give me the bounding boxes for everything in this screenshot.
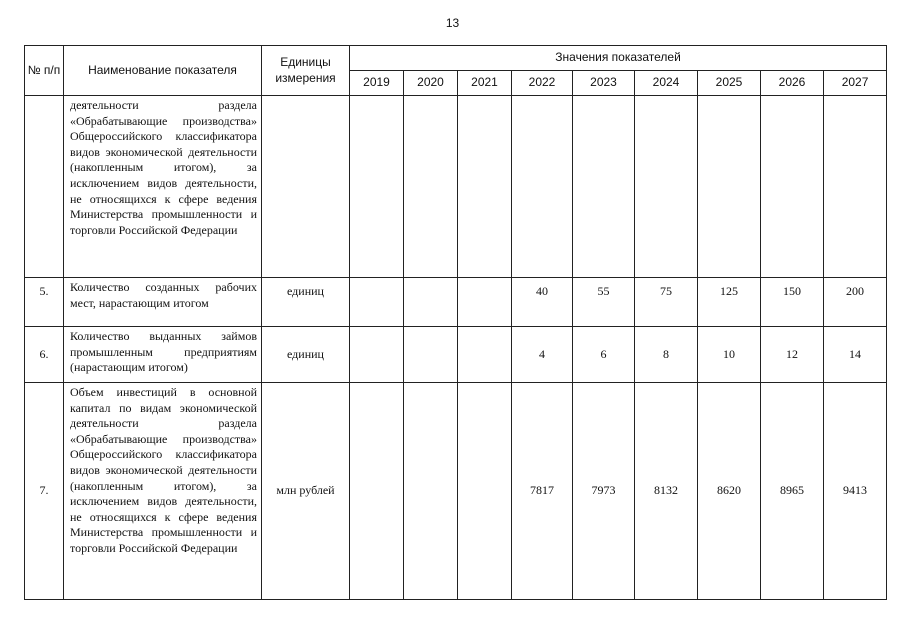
row-name: Объем инвестиций в основной капитал по видам экономической деятельности раздела «Обрабатывающие производства» Общероссийского классификатора видов экономической деятельности (накопленным итогом), за исключением видов деятельности, не относящихся к сфере ведения Министерства промышленности и торговли Российской Федерации	[64, 383, 262, 600]
indicators-table	[24, 45, 887, 600]
row-value	[404, 96, 458, 278]
row-value: 6	[573, 327, 635, 383]
row-value: 75	[635, 278, 698, 327]
row-value	[404, 383, 458, 600]
row-value: 8	[635, 327, 698, 383]
row-value	[698, 96, 761, 278]
row-value	[350, 383, 404, 600]
row-num: 6.	[25, 327, 64, 383]
table-row	[25, 327, 887, 383]
row-value	[512, 96, 573, 278]
table-row	[25, 383, 887, 600]
row-value: 7817	[512, 383, 573, 600]
row-unit: млн рублей	[262, 383, 350, 600]
row-value: 55	[573, 278, 635, 327]
row-value	[350, 327, 404, 383]
row-value: 8965	[761, 383, 824, 600]
row-name: Количество созданных рабочих мест, нарастающим итогом	[64, 278, 262, 327]
row-value	[458, 278, 512, 327]
header-unit: Единицы измерения	[262, 46, 350, 96]
row-value	[824, 96, 887, 278]
row-num: 5.	[25, 278, 64, 327]
header-year: 2024	[635, 71, 698, 96]
row-value: 12	[761, 327, 824, 383]
row-value	[350, 96, 404, 278]
row-value	[458, 96, 512, 278]
row-name: Количество выданных займов промышленным предприятиям (нарастающим итогом)	[64, 327, 262, 383]
row-value	[761, 96, 824, 278]
row-value: 200	[824, 278, 887, 327]
header-name: Наименование показателя	[64, 46, 262, 96]
row-value: 7973	[573, 383, 635, 600]
row-num: 7.	[25, 383, 64, 600]
row-value	[404, 278, 458, 327]
header-year: 2027	[824, 71, 887, 96]
header-year: 2019	[350, 71, 404, 96]
row-value: 150	[761, 278, 824, 327]
header-year: 2022	[512, 71, 573, 96]
row-value: 14	[824, 327, 887, 383]
row-value: 40	[512, 278, 573, 327]
header-year: 2025	[698, 71, 761, 96]
header-year: 2020	[404, 71, 458, 96]
table-row	[25, 278, 887, 327]
row-value	[458, 327, 512, 383]
table-header	[25, 46, 887, 96]
row-value: 125	[698, 278, 761, 327]
row-value: 8132	[635, 383, 698, 600]
page-number: 13	[445, 16, 460, 30]
row-unit: единиц	[262, 327, 350, 383]
row-value: 8620	[698, 383, 761, 600]
table-row	[25, 96, 887, 278]
row-value	[573, 96, 635, 278]
row-value	[350, 278, 404, 327]
row-value	[458, 383, 512, 600]
row-num	[25, 96, 64, 278]
header-values: Значения показателей	[350, 46, 887, 71]
row-value: 9413	[824, 383, 887, 600]
row-unit: единиц	[262, 278, 350, 327]
row-value	[635, 96, 698, 278]
row-value: 10	[698, 327, 761, 383]
row-value: 4	[512, 327, 573, 383]
header-year: 2023	[573, 71, 635, 96]
row-value	[404, 327, 458, 383]
row-name: деятельности раздела «Обрабатывающие производства» Общероссийского классификатора видов экономической деятельности (накопленным итогом), за исключением видов деятельности, не относящихся к сфере ведения Министерства промышленности и торговли Российской Федерации	[64, 96, 262, 278]
header-year: 2021	[458, 71, 512, 96]
header-num: № п/п	[25, 46, 64, 96]
header-year: 2026	[761, 71, 824, 96]
row-unit	[262, 96, 350, 278]
